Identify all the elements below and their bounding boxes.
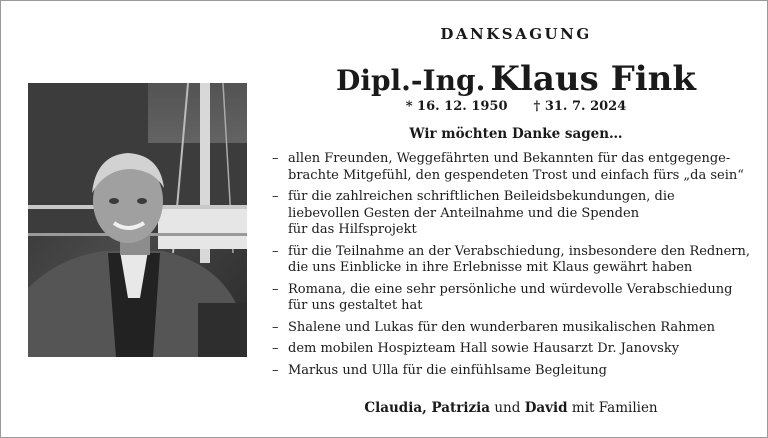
list-item-line: Shalene und Lukas für den wunderbaren musikalischen Rahmen [288,319,715,335]
list-marker: – [272,319,279,335]
list-item [272,151,752,184]
list-item-line: liebevollen Gesten der Anteilnahme und die Spenden [288,205,640,221]
birth-date: * 16. 12. 1950 [405,99,508,114]
name-main: Klaus Fink [490,59,696,99]
list-item-line: für die zahlreichen schriftlichen Beileidsbekundungen, die [288,189,675,204]
signature-names-2: David [524,400,568,416]
list-item-line: allen Freunden, Weggefährten und Bekannten für das entgegenge- [288,151,731,166]
death-date: † 31. 7. 2024 [533,99,627,114]
signature-rest: mit Familien [571,400,658,416]
list-item [272,282,752,315]
name-prefix: Dipl.-Ing. [336,64,486,97]
list-item [272,363,752,380]
portrait-image [28,83,247,357]
thanks-list [272,151,752,384]
list-item-line: dem mobilen Hospizteam Hall sowie Hausarzt Dr. Janovsky [288,341,680,356]
list-item-line: für das Hilfsprojekt [288,222,417,237]
portrait-photo [28,83,247,357]
list-marker: – [272,189,279,204]
list-marker: – [272,243,279,259]
signature [271,400,751,416]
signature-and: und [494,400,521,416]
list-item-line: Romana, die eine sehr persönliche und würdevolle Verabschiedung [288,281,733,297]
list-item-line: die uns Einblicke in ihre Erlebnisse mit Klaus gewährt haben [288,260,693,275]
list-item [272,189,752,239]
list-marker: – [272,362,279,378]
list-item [272,320,752,337]
list-item-line: für uns gestaltet hat [288,298,423,313]
list-marker: – [272,281,279,297]
thanks-intro: Wir möchten Danke sagen… [409,126,623,142]
list-item-line: für die Teilnahme an der Verabschiedung, insbesondere den Rednern, [288,243,751,259]
list-item-line: brachte Mitgefühl, den gespendeten Trost und einfach fürs „da sein“ [288,167,744,183]
life-dates [271,99,761,114]
list-marker: – [272,151,279,166]
list-item [272,341,752,358]
list-marker: – [272,341,279,356]
deceased-name [271,59,761,99]
notice-heading: DANKSAGUNG [440,25,592,43]
list-item [272,244,752,277]
list-item-line: Markus und Ulla für die einfühlsame Begleitung [288,362,607,378]
signature-names-1: Claudia, Patrizia [364,400,491,416]
